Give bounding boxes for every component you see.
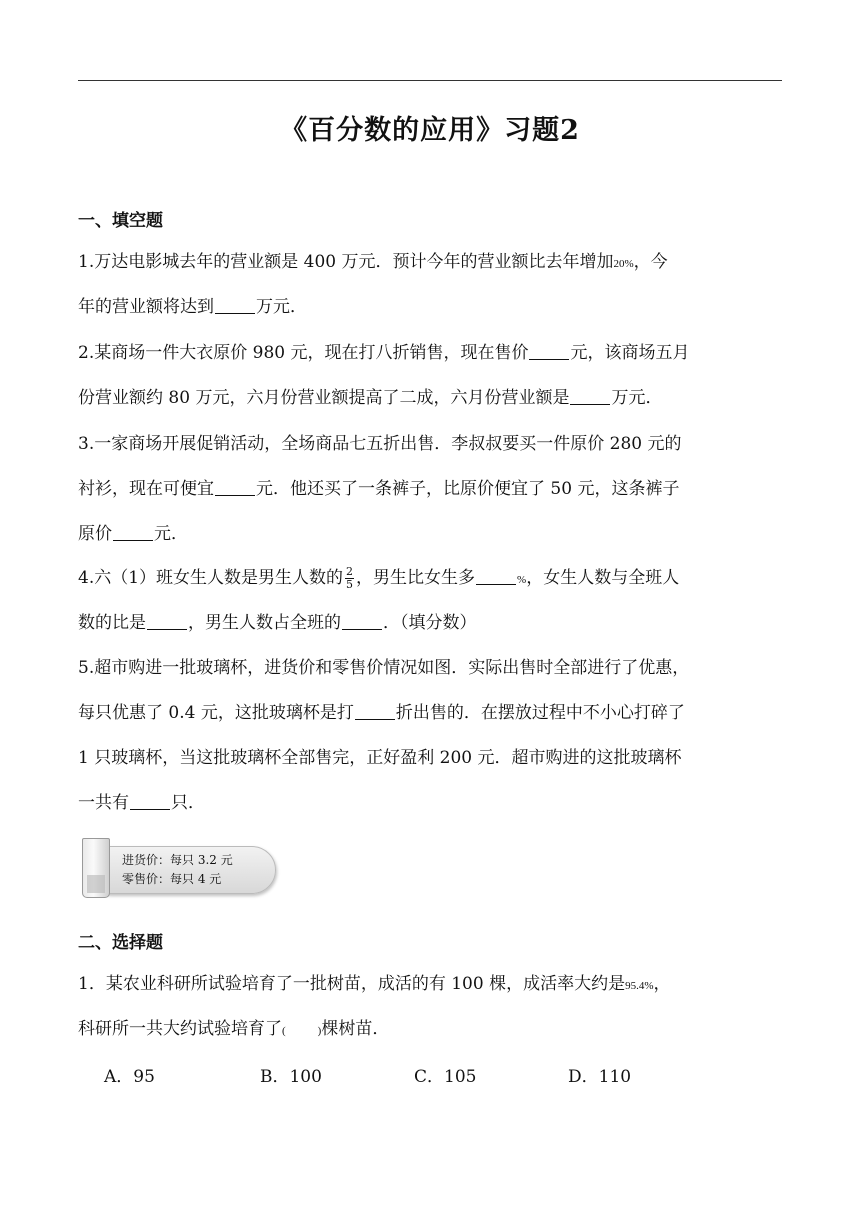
text: 折出售的．在摆放过程中不小心打碎了 bbox=[395, 703, 685, 723]
answer-blank[interactable] bbox=[476, 568, 516, 585]
q5-line3: 1 只玻璃杯，当这批玻璃杯全部售完，正好盈利 200 元．超市购进的这批玻璃杯 bbox=[78, 748, 682, 768]
answer-blank[interactable] bbox=[215, 479, 255, 496]
purchase-price-text: 进货价：每只 3.2 元 bbox=[122, 853, 233, 867]
q3-line1: 3.一家商场开展促销活动，全场商品七五折出售．李叔叔要买一件原价 280 元的 bbox=[78, 434, 682, 454]
text: 原价 bbox=[78, 524, 112, 544]
paren-open: ( bbox=[282, 1025, 286, 1037]
answer-blank[interactable] bbox=[570, 388, 610, 405]
fraction bbox=[345, 566, 354, 591]
option-a[interactable]: A．95 bbox=[104, 1067, 155, 1087]
percent-text: 20% bbox=[613, 258, 634, 270]
q1-line2 bbox=[78, 295, 788, 319]
page-title: 《百分数的应用》习题2 bbox=[280, 115, 580, 146]
answer-blank[interactable] bbox=[147, 613, 187, 630]
text: 一共有 bbox=[78, 793, 129, 813]
q4-line1 bbox=[78, 566, 788, 592]
fraction-numerator: 2 bbox=[346, 565, 354, 578]
price-badge-text bbox=[122, 851, 233, 889]
q5-line4 bbox=[78, 791, 788, 815]
q2-line2 bbox=[78, 386, 788, 410]
answer-blank[interactable] bbox=[215, 297, 255, 314]
text: 数的比是 bbox=[78, 613, 146, 633]
text: 年的营业额将达到 bbox=[78, 297, 214, 317]
percent-sign: % bbox=[517, 574, 527, 586]
answer-blank[interactable] bbox=[342, 613, 382, 630]
text: 科研所一共大约试验培育了 bbox=[78, 1019, 282, 1039]
answer-blank[interactable] bbox=[355, 703, 395, 720]
text: 只． bbox=[171, 793, 205, 813]
paren-close: ) bbox=[317, 1025, 322, 1037]
q4-line2 bbox=[78, 611, 788, 635]
retail-price-text: 零售价：每只 4 元 bbox=[122, 872, 222, 886]
text: ，男生比女生多 bbox=[356, 568, 476, 588]
text: 万元． bbox=[256, 297, 307, 317]
text: 棵树苗． bbox=[321, 1019, 390, 1039]
option-b[interactable]: B．100 bbox=[260, 1067, 322, 1087]
mc-q1-line1 bbox=[78, 972, 788, 998]
q5-line1: 5.超市购进一批玻璃杯，进货价和零售价情况如图．实际出售时全部进行了优惠， bbox=[78, 658, 690, 678]
text: ．（填分数） bbox=[383, 613, 477, 633]
text: ，今 bbox=[633, 252, 668, 272]
percent-text: 95.4% bbox=[625, 980, 654, 992]
text: 4.六（1）班女生人数是男生人数的 bbox=[78, 568, 344, 588]
text: 每只优惠了 0.4 元，这批玻璃杯是打 bbox=[78, 703, 354, 723]
answer-blank[interactable] bbox=[529, 343, 569, 360]
fraction-denominator: 5 bbox=[346, 578, 354, 591]
option-d[interactable]: D．110 bbox=[568, 1067, 632, 1087]
text: 2.某商场一件大衣原价 980 元，现在打八折销售，现在售价 bbox=[78, 343, 529, 363]
option-c[interactable]: C．105 bbox=[414, 1067, 477, 1087]
text: ， bbox=[653, 974, 671, 994]
text: 元．他还买了一条裤子，比原价便宜了 50 元，这条裤子 bbox=[256, 479, 680, 499]
text: 元． bbox=[154, 524, 188, 544]
text: 1.万达电影城去年的营业额是 400 万元．预计今年的营业额比去年增加 bbox=[78, 252, 614, 272]
answer-blank[interactable] bbox=[113, 524, 153, 541]
text: 衬衫，现在可便宜 bbox=[78, 479, 214, 499]
answer-blank[interactable] bbox=[130, 793, 170, 810]
q2-line1 bbox=[78, 341, 788, 365]
q3-line3 bbox=[78, 522, 788, 546]
text: 份营业额约 80 万元，六月份营业额提高了二成，六月份营业额是 bbox=[78, 388, 570, 408]
q3-line2 bbox=[78, 477, 788, 501]
text: 万元． bbox=[611, 388, 663, 408]
glass-cup-icon bbox=[82, 838, 110, 898]
header-rule bbox=[78, 80, 782, 81]
section-heading-multiple-choice: 二、选择题 bbox=[78, 933, 163, 953]
text: 元，该商场五月 bbox=[570, 343, 690, 363]
section-heading-fill-blank: 一、填空题 bbox=[78, 211, 163, 231]
q5-line2 bbox=[78, 701, 788, 725]
q1-line1 bbox=[78, 250, 788, 276]
mc-q1-line2 bbox=[78, 1017, 788, 1043]
text: 1．某农业科研所试验培育了一批树苗，成活的有 100 棵，成活率大约是 bbox=[78, 974, 626, 994]
price-badge bbox=[80, 838, 276, 896]
text: ，男生人数占全班的 bbox=[188, 613, 341, 633]
text: ，女生人数与全班人 bbox=[526, 568, 680, 588]
